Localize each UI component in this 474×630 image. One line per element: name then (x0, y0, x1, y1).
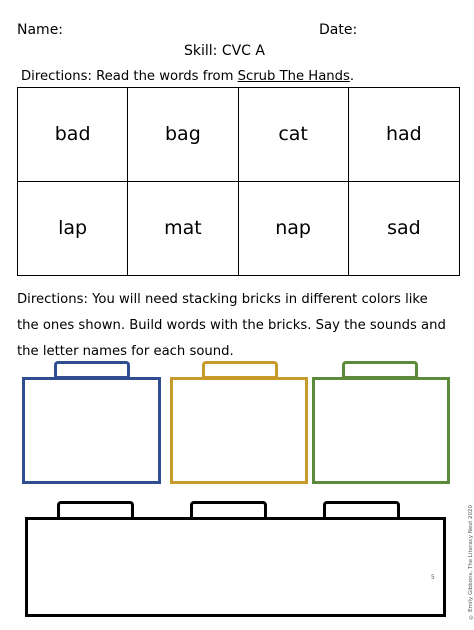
date-label: Date: (319, 22, 358, 38)
directions-build-line: Directions: You will need stacking bricks in different colors like (17, 292, 428, 307)
directions-build-line: the ones shown. Build words with the bricks. Say the sounds and (17, 318, 446, 333)
blue-brick (22, 377, 161, 484)
directions-build-line: the letter names for each sound. (17, 344, 234, 359)
word-cell: lap (18, 182, 128, 276)
word-grid (17, 87, 460, 276)
copyright-notice: © Emily Gibbons, The Literacy Nest 2020 (468, 505, 474, 620)
word-cell: mat (128, 182, 238, 276)
directions-read-suffix: . (349, 69, 355, 84)
directions-read-prefix: Directions: Read the words from (21, 69, 238, 84)
skill-label: Skill: CVC A (184, 43, 265, 59)
word-cell: bad (18, 88, 128, 182)
green-brick (312, 377, 450, 484)
word-cell: sad (387, 217, 421, 240)
yellow-brick (170, 377, 308, 484)
page-number: 5 (431, 574, 435, 581)
word-cell: nap (239, 182, 349, 276)
directions-read (21, 69, 354, 84)
name-label: Name: (17, 22, 64, 38)
black-brick (25, 517, 446, 617)
directions-build (17, 287, 467, 365)
word-cell: cat (239, 88, 349, 182)
word-cell: bag (128, 88, 238, 182)
book-title: Scrub The Hands (237, 69, 350, 84)
word-cell: had (349, 88, 459, 182)
